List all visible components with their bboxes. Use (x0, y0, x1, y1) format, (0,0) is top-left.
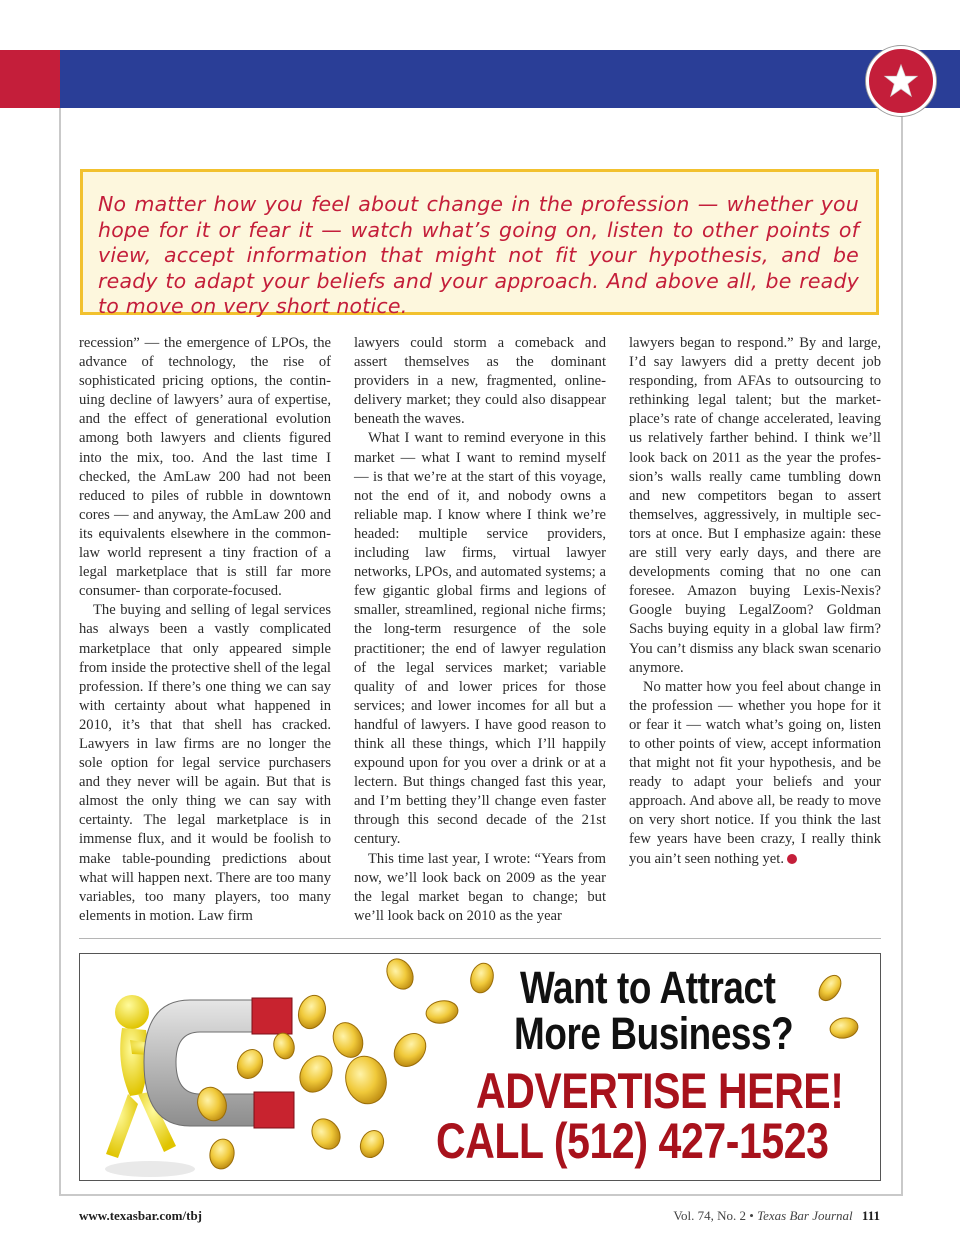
header-band-blue (60, 50, 960, 108)
end-mark-icon (787, 854, 797, 864)
section-divider (79, 938, 881, 939)
paragraph: This time last year, I wrote: “Years from now, we’ll look back on 2009 as the year the legal market began to change; but we’ll look back on 2010 as the year (354, 850, 606, 924)
paragraph: lawyers could storm a comeback and assert themselves as the dominant providers in a new, fragmented, online-delivery market; they could also disappear beneath the waves. (354, 335, 606, 428)
ad-headline-line-1: Want to Attract (520, 962, 776, 1013)
footer-url[interactable]: www.texasbar.com/tbj (79, 1208, 203, 1223)
footer-issue-info (673, 1208, 880, 1224)
article-column-2 (354, 334, 606, 926)
footer-magazine-name: Texas Bar Journal (757, 1208, 853, 1223)
paragraph: What I want to remind everyone in this market — what I want to remind myself — is that we’re at the start of this voyage, not the end of it, and nobody owns a reliable map. I know where I think we’re headed: multiple service providers, including law firms, virtual lawyer networks, LPOs, and automated systems; a few gigantic global firms and legions of smaller, streamlined, regional niche firms; the long-term resurgence of the sole practitioner; the end of lawyer regulation of the legal services market; variable quality of and lower prices for those services; and lower incomes for all but a handful of lawyers. I have good reason to think all these things, which I’ll happily expound upon for you over a drink or at a lectern. But things changed fast this year, and I’m betting they’ll change even faster through this second decade of the 21st century. (354, 430, 606, 848)
pull-quote (80, 169, 879, 318)
ad-call-to-action: ADVERTISE HERE! (476, 1063, 844, 1119)
footer-bullet: • (749, 1208, 754, 1223)
paragraph-text: No matter how you feel about change in the profession — whether you hope for it or fear it — watch what’s going on, listen to other points of view, accept information that might not fit your hypothesis, and be ready to adapt your beliefs and your approach. And above all, be ready to move on very short notice. If you think the last few years have been crazy, I really think you ain’t seen nothing yet. (629, 678, 881, 867)
header-band-red (0, 50, 60, 108)
paragraph: recession” — the emergence of LPOs, the advance of technology, the rise of sophisticated pricing options, the continuing decline of lawyers’ aura of expertise, and the effect of generational evolution among both lawyers and clients figured into the mix, too. And the last time I checked, the AmLaw 200 had not been reduced to piles of rubble in downtown cores — and anyway, the AmLaw 200 and its equivalents elsewhere in the common-law world represent a tiny fraction of a legal marketplace that is still far more consumer- than corporate-focused. (79, 335, 331, 600)
article-column-3 (629, 334, 881, 869)
footer-volume: Vol. 74, No. 2 (673, 1208, 747, 1223)
star-badge (866, 46, 936, 116)
paragraph: The buying and selling of legal services has always been a vastly complicated marketplace that only appeared simple from inside the protective shell of the legal profession. If there’s one thing we can say with certainty about what happened in 2010, it’s that that shell has cracked. Lawyers in law firms are no longer the sole option for legal service purchasers and they never will be again. But that is almost the only thing we can say with certainty. The legal marketplace is in immense flux, and it would be foolish to make table-pounding predictions about what will happen next. There are too many variables, too many players, too many elements in motion. Law firm (79, 602, 331, 924)
article-column-1 (79, 334, 331, 926)
pull-quote-text: No matter how you feel about change in the profession — whether you hope for it or fear it — watch what’s going on, listen to other points of view, accept information that might not fit your hypothesis, and be ready to adapt your beliefs and your approach. And above all, be ready to move on very short notice. (98, 192, 859, 318)
advertisement[interactable] (79, 953, 881, 1181)
paragraph-final (629, 678, 881, 869)
paragraph: lawyers began to respond.” By and large, I’d say lawyers did a pretty decent job responding, from AFAs to outsourcing to rethinking legal talent; but the marketplace’s rate of change accelerated, leaving us relatively farther behind. I think we’ll look back on 2011 as the year the profession’s walls really came tumbling down and new competitors began to assert themselves, aggressively, in multiple sectors at once. But I emphasize again: these are still very early days, and there are developments coming that no one can foresee. Amazon buying Lexis-Nexis? Google buying LegalZoom? Goldman Sachs buying equity in a global law firm? You can’t dismiss any black swan scenario anymore. (629, 335, 881, 676)
star-icon (882, 62, 920, 100)
page-number: 111 (861, 1208, 880, 1223)
ad-phone-number[interactable]: CALL (512) 427-1523 (436, 1113, 829, 1169)
ad-headline-line-2: More Business? (514, 1008, 794, 1059)
